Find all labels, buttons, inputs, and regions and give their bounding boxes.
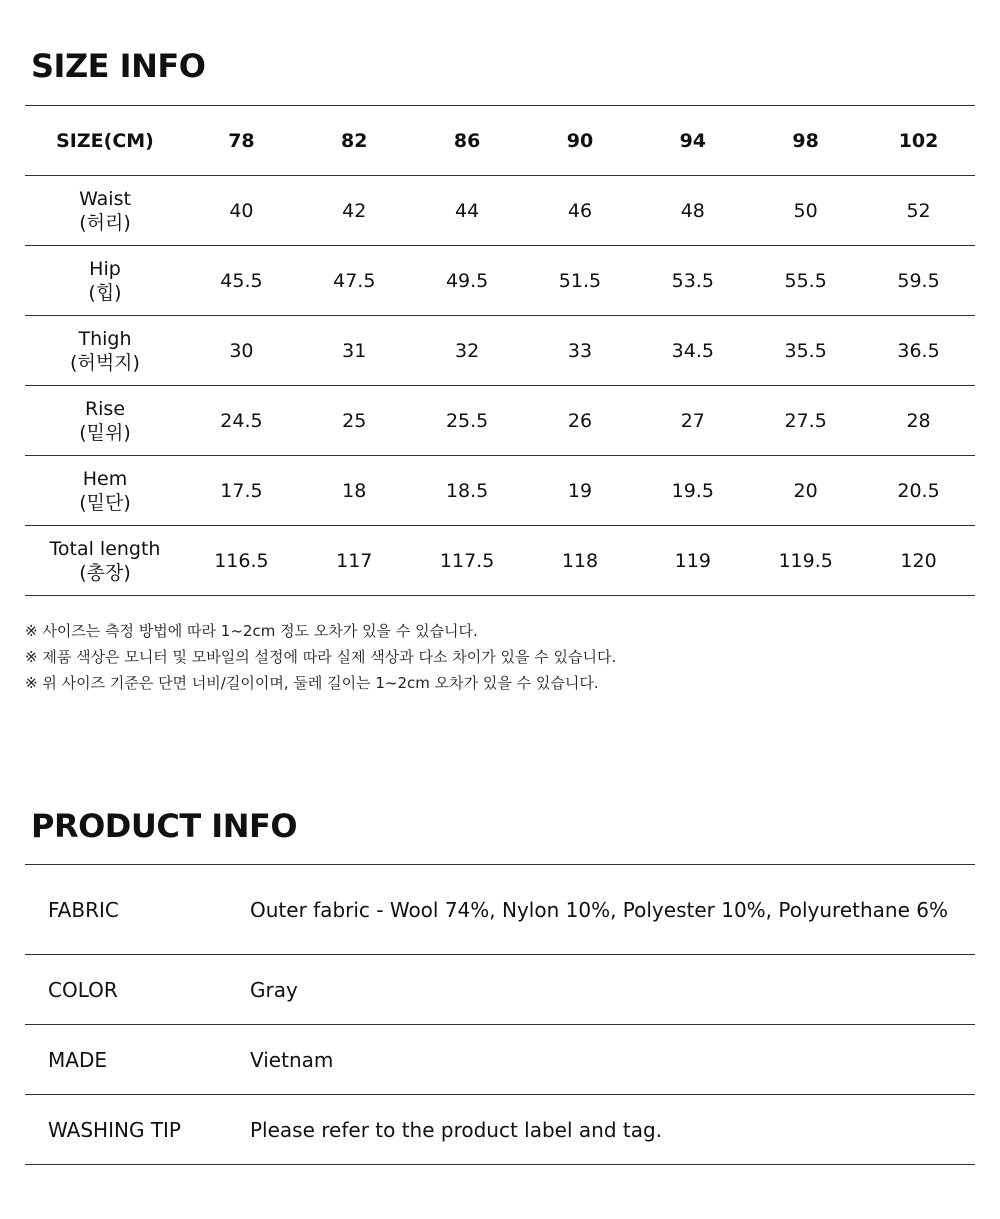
product-info-title: PRODUCT INFO — [31, 807, 298, 845]
table-row — [25, 865, 975, 955]
row-label-en: Hip — [89, 257, 121, 280]
table-row — [25, 246, 975, 316]
size-header-cell: 94 — [636, 106, 749, 176]
product-info-table — [25, 864, 975, 1165]
table-cell: 26 — [524, 386, 637, 456]
table-row — [25, 456, 975, 526]
table-cell: 48 — [636, 176, 749, 246]
size-table — [25, 105, 975, 596]
row-label — [25, 316, 185, 386]
table-cell: 30 — [185, 316, 298, 386]
size-header-cell: 82 — [298, 106, 411, 176]
table-cell: 42 — [298, 176, 411, 246]
table-row — [25, 526, 975, 596]
table-cell: 18 — [298, 456, 411, 526]
product-info-key: WASHING TIP — [25, 1095, 250, 1165]
table-cell: 35.5 — [749, 316, 862, 386]
table-cell: 52 — [862, 176, 975, 246]
table-cell: 40 — [185, 176, 298, 246]
size-info-title: SIZE INFO — [31, 47, 206, 85]
note-line: ※ 제품 색상은 모니터 및 모바일의 설정에 따라 실제 색상과 다소 차이가 있을 수 있습니다. — [25, 648, 617, 666]
size-header-cell: 90 — [524, 106, 637, 176]
size-header-cell: 98 — [749, 106, 862, 176]
table-cell: 49.5 — [411, 246, 524, 316]
table-cell: 20 — [749, 456, 862, 526]
table-cell: 20.5 — [862, 456, 975, 526]
table-cell: 116.5 — [185, 526, 298, 596]
table-cell: 17.5 — [185, 456, 298, 526]
table-row — [25, 316, 975, 386]
row-label-ko: (총장) — [79, 561, 131, 584]
table-cell: 32 — [411, 316, 524, 386]
product-info-value: Please refer to the product label and tag. — [250, 1095, 975, 1165]
product-info-key: COLOR — [25, 955, 250, 1025]
row-label-en: Total length — [49, 537, 161, 560]
row-label-en: Hem — [82, 467, 128, 490]
row-label-ko: (허벅지) — [70, 351, 140, 374]
table-cell: 117 — [298, 526, 411, 596]
row-label-en: Thigh — [78, 327, 132, 350]
note-line: ※ 위 사이즈 기준은 단면 너비/길이이며, 둘레 길이는 1~2cm 오차가 있을 수 있습니다. — [25, 674, 599, 692]
size-notes — [25, 618, 975, 696]
table-row — [25, 1025, 975, 1095]
table-cell: 44 — [411, 176, 524, 246]
table-cell: 120 — [862, 526, 975, 596]
table-cell: 119 — [636, 526, 749, 596]
table-cell: 25 — [298, 386, 411, 456]
size-header-cell: 86 — [411, 106, 524, 176]
table-cell: 27 — [636, 386, 749, 456]
product-info-value: Vietnam — [250, 1025, 975, 1095]
row-label — [25, 386, 185, 456]
table-cell: 45.5 — [185, 246, 298, 316]
table-cell: 28 — [862, 386, 975, 456]
size-header-cell: 102 — [862, 106, 975, 176]
table-cell: 36.5 — [862, 316, 975, 386]
table-cell: 117.5 — [411, 526, 524, 596]
table-cell: 19 — [524, 456, 637, 526]
table-row — [25, 955, 975, 1025]
table-cell: 50 — [749, 176, 862, 246]
table-cell: 53.5 — [636, 246, 749, 316]
table-cell: 19.5 — [636, 456, 749, 526]
table-cell: 25.5 — [411, 386, 524, 456]
table-cell: 18.5 — [411, 456, 524, 526]
table-cell: 34.5 — [636, 316, 749, 386]
table-cell: 55.5 — [749, 246, 862, 316]
row-label-ko: (밑위) — [79, 421, 131, 444]
product-info-key: MADE — [25, 1025, 250, 1095]
product-info-value: Gray — [250, 955, 975, 1025]
size-header-cell: SIZE(CM) — [25, 106, 185, 176]
row-label-en: Waist — [79, 187, 131, 210]
row-label — [25, 526, 185, 596]
table-cell: 33 — [524, 316, 637, 386]
product-info-value: Outer fabric - Wool 74%, Nylon 10%, Polyester 10%, Polyurethane 6% — [250, 865, 975, 955]
table-cell: 46 — [524, 176, 637, 246]
product-info-key: FABRIC — [25, 865, 250, 955]
table-cell: 47.5 — [298, 246, 411, 316]
size-header-row — [25, 106, 975, 176]
table-cell: 31 — [298, 316, 411, 386]
table-cell: 118 — [524, 526, 637, 596]
table-row — [25, 386, 975, 456]
table-cell: 27.5 — [749, 386, 862, 456]
row-label-ko: (허리) — [79, 211, 131, 234]
row-label-ko: (힙) — [88, 281, 122, 304]
size-header-cell: 78 — [185, 106, 298, 176]
table-cell: 51.5 — [524, 246, 637, 316]
row-label-en: Rise — [84, 397, 126, 420]
table-row — [25, 1095, 975, 1165]
row-label — [25, 176, 185, 246]
table-cell: 24.5 — [185, 386, 298, 456]
note-line: ※ 사이즈는 측정 방법에 따라 1~2cm 정도 오차가 있을 수 있습니다. — [25, 622, 478, 640]
row-label — [25, 456, 185, 526]
table-cell: 59.5 — [862, 246, 975, 316]
row-label-ko: (밑단) — [79, 491, 131, 514]
row-label — [25, 246, 185, 316]
table-cell: 119.5 — [749, 526, 862, 596]
table-row — [25, 176, 975, 246]
